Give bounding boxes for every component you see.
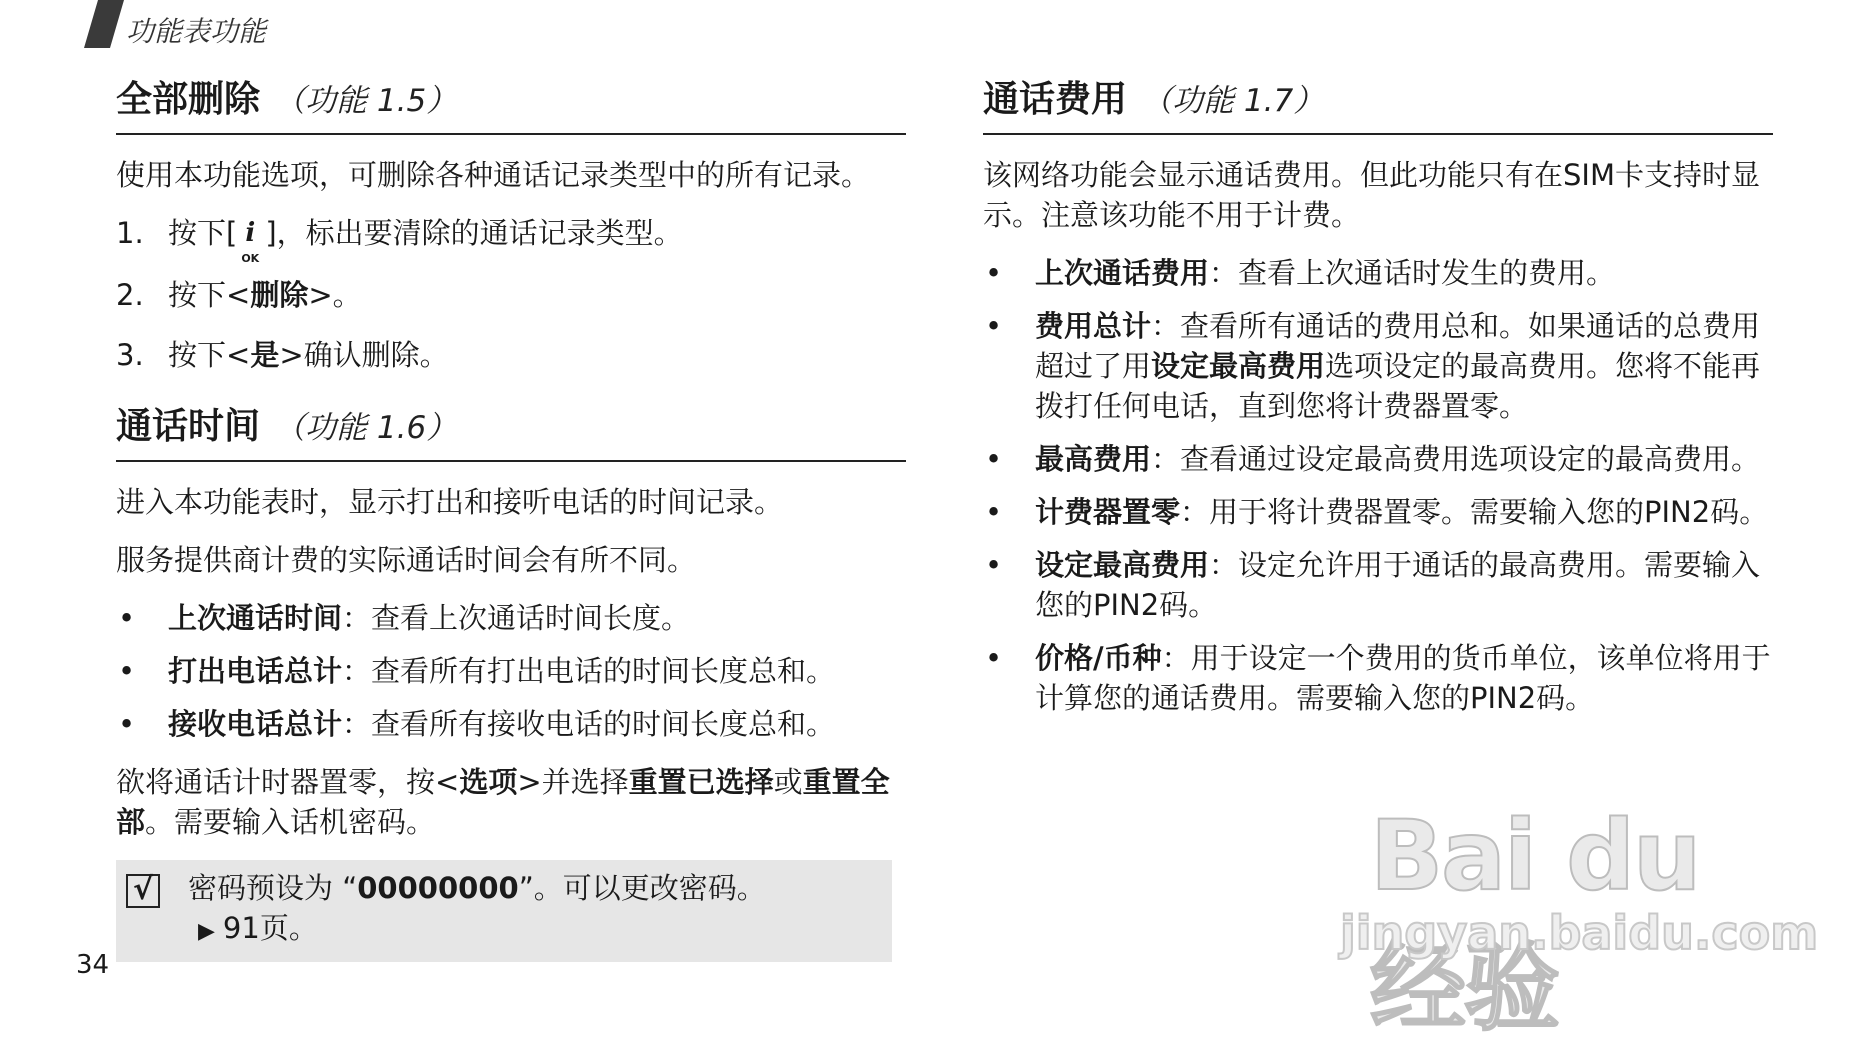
ok-key-i: i [245, 218, 256, 248]
step-item [116, 335, 906, 375]
step-item [116, 213, 906, 265]
watermark-brand: Bai du 经验 [1370, 800, 1700, 1044]
bullet-label: 设定最高费用 [1035, 548, 1210, 582]
step-text: 按下< [168, 278, 251, 312]
reset-text: 。需要输入话机密码。 [145, 805, 436, 839]
bullet-text: ：用于将计费器置零。需要输入您的PIN2码。 [1180, 495, 1769, 529]
bullet-label: 价格/币种 [1035, 641, 1162, 675]
ok-key-label: OK [241, 252, 260, 265]
reset-bold: 选项 [459, 765, 518, 799]
bullet-dot: • [985, 309, 1003, 343]
paragraph: 服务提供商计费的实际通话时间会有所不同。 [116, 543, 697, 577]
section-title-text: 通话时间 [116, 406, 261, 447]
note-line [188, 868, 878, 908]
bullet-item [116, 598, 906, 638]
bullet-dot: • [985, 495, 1003, 529]
reset-text: >并选择 [517, 765, 629, 799]
bullet-label: 计费器置零 [1035, 495, 1181, 529]
reset-text: 欲将通话计时器置零，按< [116, 765, 460, 799]
section-title-1-5 [116, 74, 906, 135]
bullet-text: ：查看上次通话时间长度。 [342, 601, 691, 635]
note-text: 密码预设为 “ [188, 871, 358, 905]
bullet-item [116, 651, 906, 691]
step-text: >。 [308, 278, 362, 312]
step-bold: 删除 [250, 278, 309, 312]
step-number: 1. [116, 216, 144, 250]
bullet-dot: • [985, 548, 1003, 582]
note-code: 00000000 [357, 871, 519, 905]
reset-paragraph [116, 762, 906, 842]
page-number: 34 [76, 950, 110, 980]
bullet-text: ：查看上次通话时发生的费用。 [1209, 256, 1616, 290]
bullet-item [983, 439, 1773, 479]
step-text: 按下[ [168, 216, 238, 250]
bullet-text: ：设定允许用于通话的最高费用。需要输入您的PIN2码。 [1035, 548, 1761, 622]
bullet-item [983, 638, 1773, 718]
note-box [116, 860, 892, 962]
section-subtitle: （功能 1.6） [274, 410, 458, 446]
section-title-text: 通话费用 [983, 79, 1128, 120]
header-bar [84, 0, 124, 48]
bullet-text: ：查看所有打出电话的时间长度总和。 [342, 654, 836, 688]
step-text: ]，标出要清除的通话记录类型。 [265, 216, 683, 250]
bullet-item [983, 545, 1773, 625]
bullet-text: ：用于设定一个费用的货币单位，该单位将用于计算您的通话费用。需要输入您的PIN2码。 [1035, 641, 1771, 715]
running-header: 功能表功能 [126, 15, 267, 48]
bullet-label: 打出电话总计 [168, 654, 343, 688]
bullet-item [983, 253, 1773, 293]
bullet-item [983, 492, 1773, 532]
section-title-text: 全部删除 [116, 79, 261, 120]
bullet-label: 最高费用 [1035, 442, 1152, 476]
bullet-text: ：查看所有接收电话的时间长度总和。 [342, 707, 836, 741]
bullet-dot: • [118, 707, 136, 741]
paragraph: 进入本功能表时，显示打出和接听电话的时间记录。 [116, 485, 784, 519]
watermark [1330, 800, 1819, 1044]
ok-key-icon [241, 215, 261, 265]
bullet-dot: • [985, 256, 1003, 290]
right-column [983, 74, 1773, 731]
step-text: >确认删除。 [279, 338, 449, 372]
watermark-domain: jingyan.baidu.com [1340, 906, 1819, 960]
note-line [188, 908, 878, 952]
bullet-dot: • [985, 641, 1003, 675]
bullet-text: ：查看所有通话的费用总和。如果通话的总费用超过了用 [1035, 309, 1761, 383]
bullet-label: 接收电话总计 [168, 707, 343, 741]
bullet-text: 选项设定的最高费用。您将不能再拨打任何电话，直到您将计费器置零。 [1035, 349, 1761, 423]
checkbox-icon: √ [126, 874, 160, 908]
paragraph: 使用本功能选项，可删除各种通话记录类型中的所有记录。 [116, 158, 871, 192]
section-title-1-7 [983, 74, 1773, 135]
section-subtitle: （功能 1.7） [1141, 83, 1325, 119]
section-title-1-6 [116, 401, 906, 462]
bullet-dot: • [118, 601, 136, 635]
bullet-item [116, 704, 906, 744]
paragraph: 该网络功能会显示通话费用。但此功能只有在SIM卡支持时显示。注意该功能不用于计费。 [983, 158, 1760, 232]
bullet-bold: 设定最高费用 [1151, 349, 1326, 383]
step-text: 按下< [168, 338, 251, 372]
bullet-item [983, 306, 1773, 426]
reset-text: 或 [773, 765, 803, 799]
step-item [116, 275, 906, 315]
step-bold: 是 [250, 338, 280, 372]
section-subtitle: （功能 1.5） [274, 83, 458, 119]
bullet-text: ：查看通过设定最高费用选项设定的最高费用。 [1151, 442, 1761, 476]
bullet-label: 上次通话费用 [1035, 256, 1210, 290]
reset-bold: 重置全部 [116, 765, 890, 839]
note-ref: 91页。 [222, 911, 318, 945]
bullet-label: 费用总计 [1035, 309, 1152, 343]
bullet-label: 上次通话时间 [168, 601, 343, 635]
left-column [116, 74, 906, 962]
step-number: 2. [116, 278, 144, 312]
reset-bold: 重置已选择 [628, 765, 774, 799]
bullet-dot: • [985, 442, 1003, 476]
step-number: 3. [116, 338, 144, 372]
bullet-dot: • [118, 654, 136, 688]
arrow-right-icon: ▶ [198, 919, 215, 944]
note-text: ”。可以更改密码。 [518, 871, 766, 905]
